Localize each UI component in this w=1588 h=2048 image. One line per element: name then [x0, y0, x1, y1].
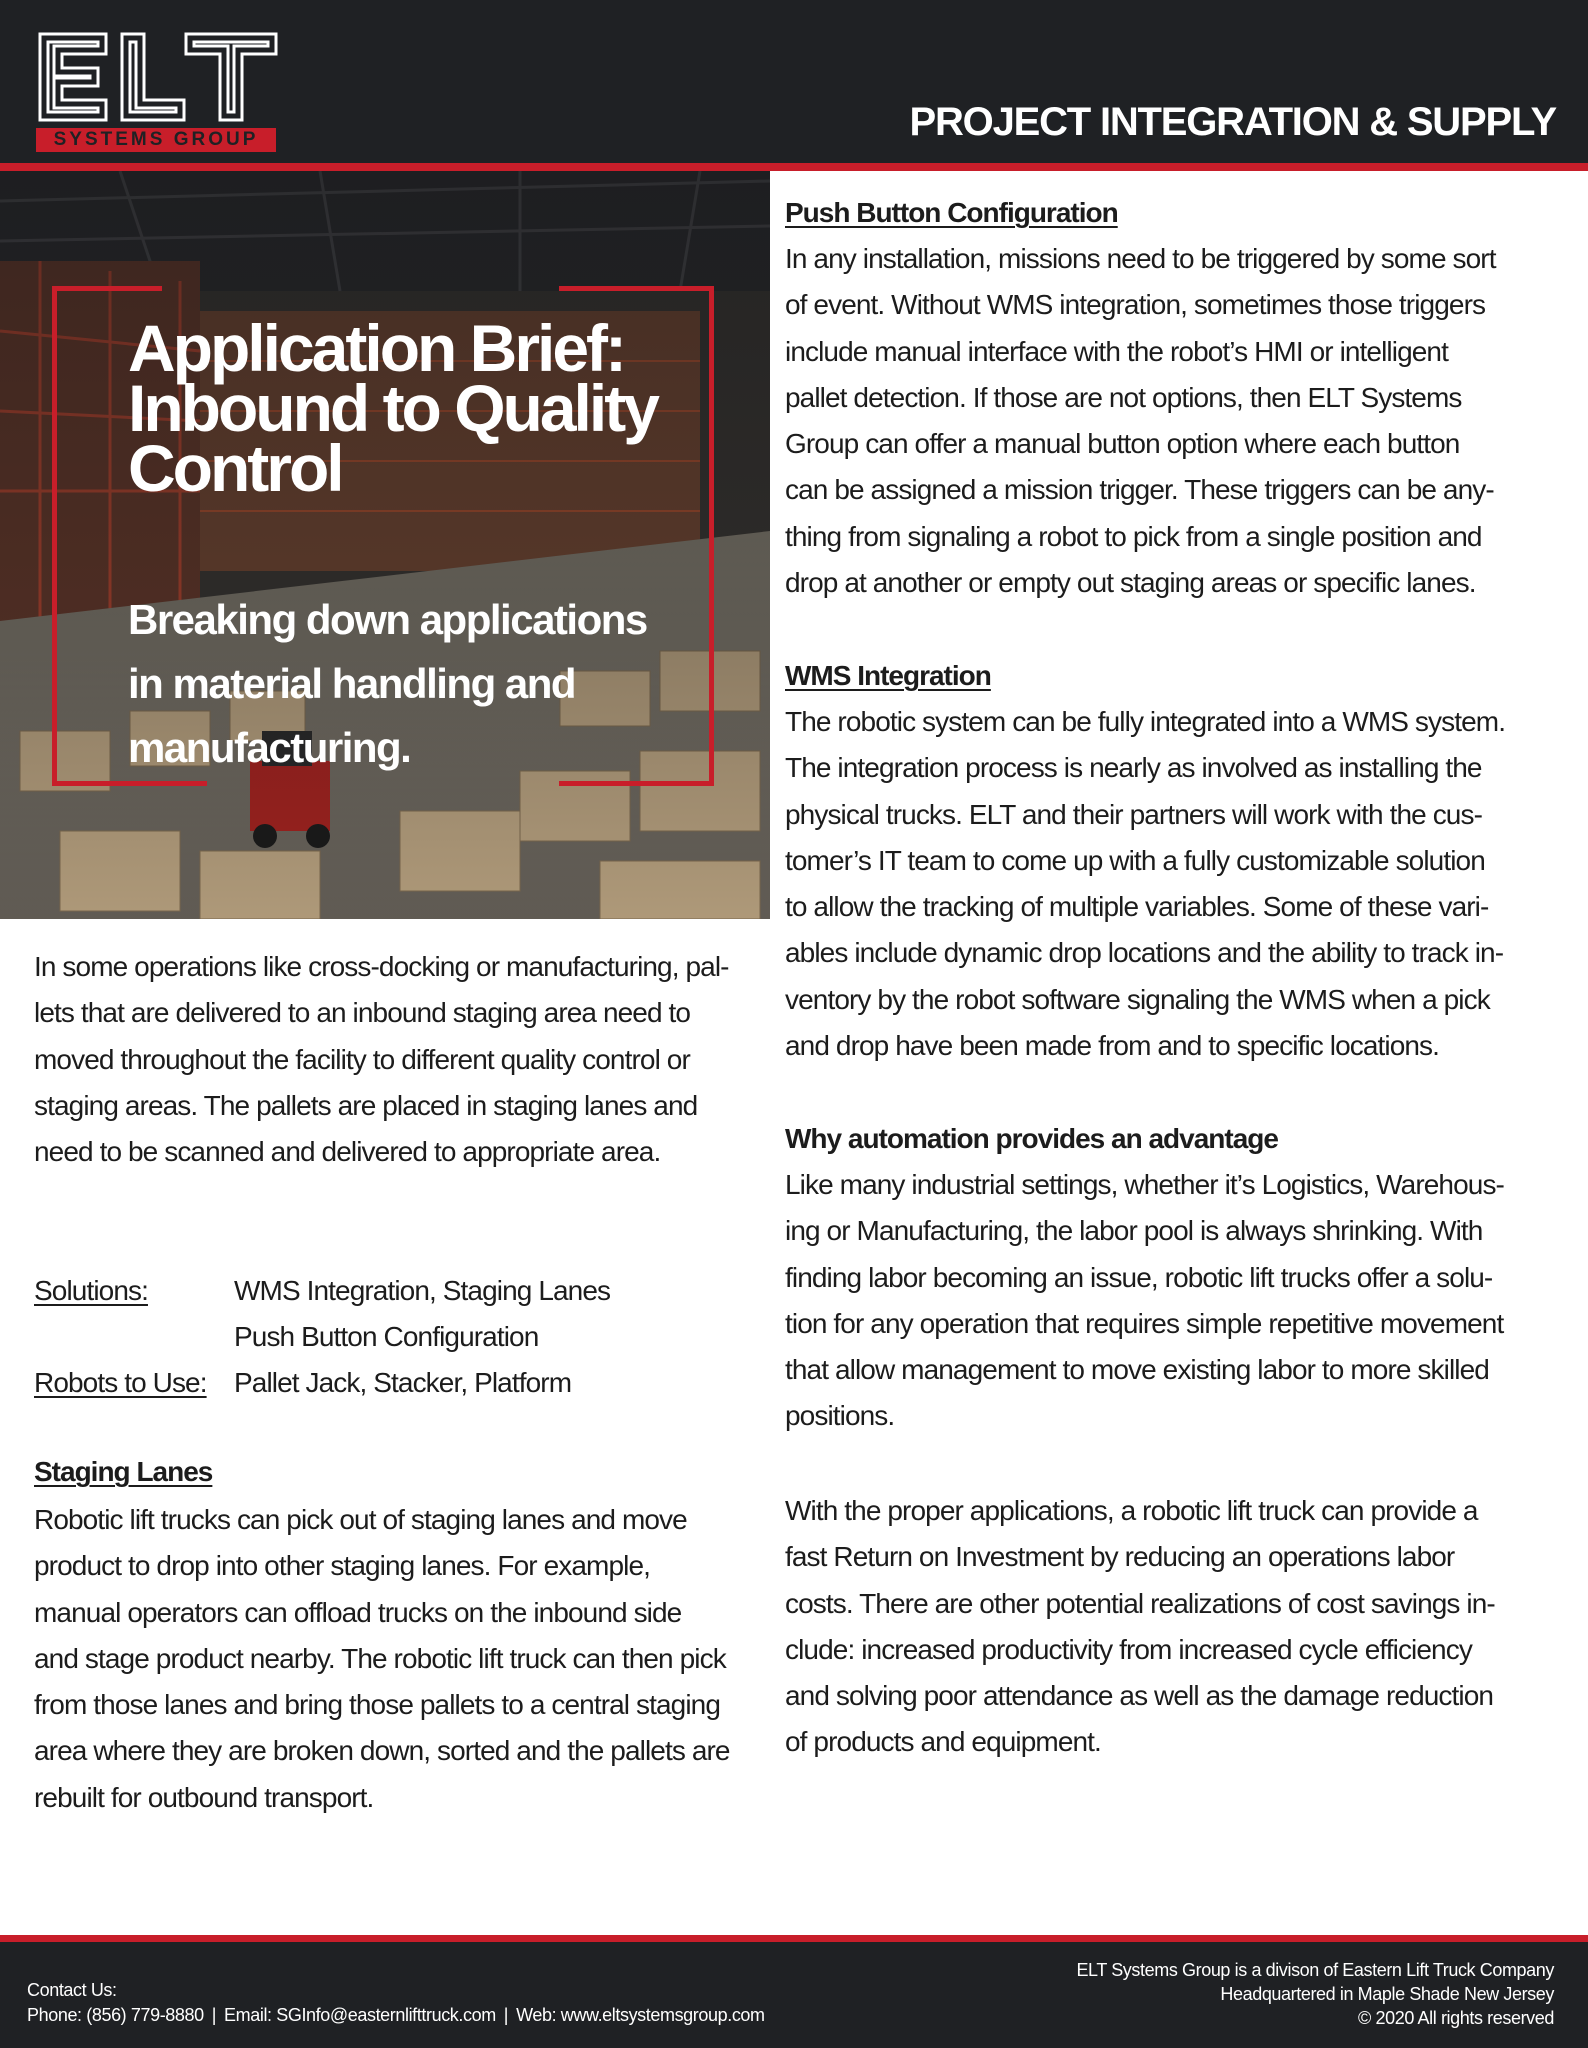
- hero-subtitle-line: manufacturing.: [128, 724, 411, 771]
- text-line: costs. There are other potential realizations of cost savings in-: [785, 1587, 1495, 1619]
- email-link[interactable]: Email: SGInfo@easternlifttruck.com: [224, 2005, 496, 2025]
- text-line: can be assigned a mission trigger. These triggers can be any-: [785, 474, 1494, 506]
- roi-paragraph: [785, 1488, 1560, 1766]
- website-link[interactable]: Web: www.eltsystemsgroup.com: [516, 2005, 765, 2025]
- hero-title-line: Application Brief:: [128, 311, 625, 385]
- separator: |: [211, 2005, 217, 2025]
- text-line: staging areas. The pallets are placed in staging lanes and: [34, 1089, 698, 1121]
- hero-subtitle-line: Breaking down applications: [128, 596, 647, 643]
- frame-top-right-bar: [559, 286, 714, 291]
- text-line: thing from signaling a robot to pick from a single position and: [785, 520, 1482, 552]
- why-automation-paragraph: [785, 1162, 1560, 1440]
- frame-bottom-right-bar: [559, 781, 714, 786]
- header-divider: [0, 163, 1588, 171]
- text-line: In some operations like cross-docking or manufacturing, pal-: [34, 951, 729, 982]
- contact-line: [27, 2005, 765, 2026]
- elt-logo-subtitle: SYSTEMS GROUP: [36, 128, 276, 152]
- text-line: ing or Manufacturing, the labor pool is always shrinking. With: [785, 1215, 1483, 1247]
- staging-lanes-paragraph: [34, 1497, 764, 1821]
- text-line: positions.: [785, 1400, 895, 1432]
- text-line: lets that are delivered to an inbound staging area need to: [34, 997, 691, 1029]
- text-line: rebuilt for outbound transport.: [34, 1781, 374, 1813]
- text-line: and solving poor attendance as well as the damage reduction: [785, 1680, 1494, 1712]
- hero-title: [128, 311, 728, 505]
- solutions-label: Solutions:: [34, 1275, 148, 1306]
- text-line: fast Return on Investment by reducing an operations labor: [785, 1541, 1455, 1573]
- wms-integration-heading: WMS Integration: [785, 660, 991, 691]
- staging-lanes-heading: Staging Lanes: [34, 1456, 213, 1487]
- text-line: ventory by the robot software signaling the WMS when a pick: [785, 983, 1490, 1015]
- company-info-line: ELT Systems Group is a divison of Eastern Lift Truck Company: [1076, 1960, 1554, 1980]
- intro-paragraph: [34, 944, 754, 1175]
- header-title: PROJECT INTEGRATION & SUPPLY: [909, 100, 1556, 144]
- text-line: Like many industrial settings, whether it’s Logistics, Warehous-: [785, 1169, 1504, 1200]
- text-line: from those lanes and bring those pallets to a central staging: [34, 1689, 720, 1721]
- copyright: © 2020 All rights reserved: [1358, 2008, 1554, 2028]
- company-info-line: Headquartered in Maple Shade New Jersey: [1220, 1984, 1554, 2004]
- text-line: Robotic lift trucks can pick out of staging lanes and move: [34, 1504, 687, 1535]
- text-line: that allow management to move existing labor to more skilled: [785, 1354, 1489, 1386]
- text-line: to allow the tracking of multiple variables. Some of these vari-: [785, 891, 1489, 923]
- text-line: With the proper applications, a robotic lift truck can provide a: [785, 1495, 1478, 1526]
- hero-subtitle: [128, 588, 728, 780]
- text-line: The integration process is nearly as involved as installing the: [785, 752, 1482, 784]
- why-automation-heading: Why automation provides an advantage: [785, 1123, 1278, 1154]
- text-line: tomer’s IT team to come up with a fully customizable solution: [785, 844, 1485, 876]
- text-line: drop at another or empty out staging areas or specific lanes.: [785, 567, 1476, 599]
- frame-top-left-bar: [52, 286, 162, 291]
- text-line: Group can offer a manual button option where each button: [785, 428, 1460, 460]
- wms-integration-paragraph: [785, 699, 1560, 1069]
- push-button-heading: Push Button Configuration: [785, 197, 1118, 228]
- hero-title-line: Inbound to Quality: [128, 371, 657, 445]
- separator: |: [503, 2005, 509, 2025]
- solutions-value: Push Button Configuration: [234, 1321, 539, 1352]
- text-line: physical trucks. ELT and their partners will work with the cus-: [785, 798, 1482, 830]
- text-line: tion for any operation that requires simple repetitive movement: [785, 1307, 1504, 1339]
- text-line: pallet detection. If those are not options, then ELT Systems: [785, 381, 1462, 413]
- robots-label: Robots to Use:: [34, 1367, 207, 1398]
- text-line: ables include dynamic drop locations and the ability to track in-: [785, 937, 1504, 969]
- frame-left-bar: [52, 286, 57, 786]
- robots-value: Pallet Jack, Stacker, Platform: [234, 1367, 572, 1398]
- text-line: moved throughout the facility to different quality control or: [34, 1043, 690, 1075]
- footer-divider: [0, 1935, 1588, 1942]
- text-line: and stage product nearby. The robotic lift truck can then pick: [34, 1642, 726, 1674]
- frame-bottom-left-bar: [52, 781, 207, 786]
- phone-number[interactable]: Phone: (856) 779-8880: [27, 2005, 204, 2025]
- page-header: [0, 0, 1588, 163]
- text-line: include manual interface with the robot’s HMI or intelligent: [785, 335, 1448, 367]
- company-info: [1076, 1958, 1554, 2030]
- text-line: of products and equipment.: [785, 1726, 1101, 1758]
- text-line: clude: increased productivity from increased cycle efficiency: [785, 1633, 1472, 1665]
- text-line: manual operators can offload trucks on the inbound side: [34, 1596, 682, 1628]
- text-line: area where they are broken down, sorted and the pallets are: [34, 1735, 730, 1767]
- text-line: product to drop into other staging lanes. For example,: [34, 1550, 651, 1582]
- elt-logo: [36, 30, 281, 155]
- push-button-paragraph: [785, 236, 1560, 606]
- text-line: need to be scanned and delivered to appropriate area.: [34, 1136, 661, 1168]
- text-line: In any installation, missions need to be triggered by some sort: [785, 243, 1496, 274]
- elt-logo-letters: [36, 30, 281, 125]
- contact-label: Contact Us:: [27, 1980, 117, 2000]
- text-line: The robotic system can be fully integrated into a WMS system.: [785, 706, 1506, 737]
- hero-title-line: Control: [128, 431, 342, 505]
- text-line: finding labor becoming an issue, robotic lift trucks offer a solu-: [785, 1261, 1493, 1293]
- solutions-value: WMS Integration, Staging Lanes: [234, 1275, 611, 1306]
- text-line: of event. Without WMS integration, sometimes those triggers: [785, 289, 1486, 321]
- hero-subtitle-line: in material handling and: [128, 660, 576, 707]
- text-line: and drop have been made from and to specific locations.: [785, 1030, 1440, 1062]
- hero-photo: [0, 171, 770, 919]
- page-footer: [0, 1942, 1588, 2048]
